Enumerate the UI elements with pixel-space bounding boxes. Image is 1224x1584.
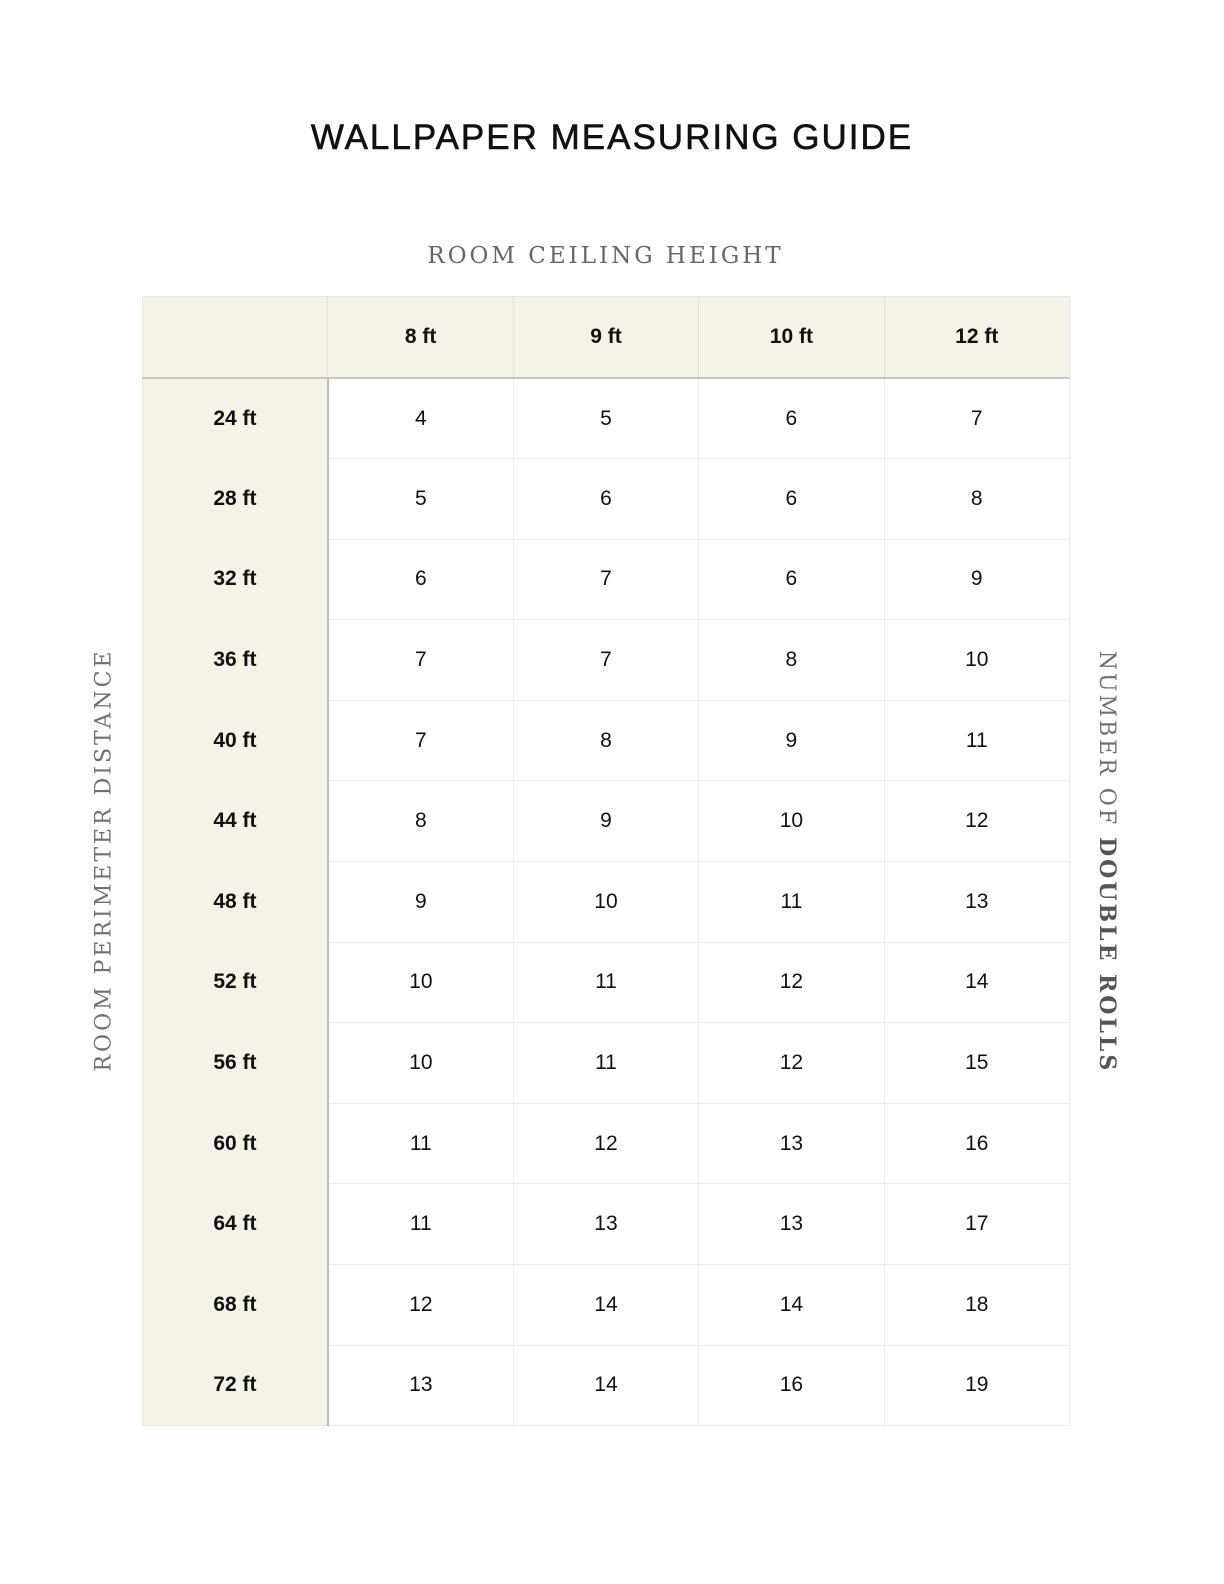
- table-cell: 6: [328, 539, 513, 620]
- table-cell: 10: [884, 620, 1069, 701]
- table-cell: 14: [699, 1265, 884, 1346]
- row-header: 44 ft: [143, 781, 328, 862]
- column-header: 8 ft: [328, 297, 513, 379]
- table-cell: 7: [328, 700, 513, 781]
- table-cell: 9: [328, 862, 513, 943]
- table-row: [143, 781, 1070, 862]
- table-cell: 11: [699, 862, 884, 943]
- table-cell: 11: [513, 1023, 698, 1104]
- table-row: [143, 1103, 1070, 1184]
- column-header: 12 ft: [884, 297, 1069, 379]
- table-cell: 5: [513, 378, 698, 459]
- row-header: 32 ft: [143, 539, 328, 620]
- table-cell: 14: [513, 1265, 698, 1346]
- table-row: [143, 620, 1070, 701]
- table-cell: 12: [699, 942, 884, 1023]
- page-title: WALLPAPER MEASURING GUIDE: [310, 118, 914, 157]
- table-row: [143, 942, 1070, 1023]
- table-cell: 7: [513, 620, 698, 701]
- table-cell: 8: [513, 700, 698, 781]
- table-cell: 8: [328, 781, 513, 862]
- row-header: 56 ft: [143, 1023, 328, 1104]
- row-header: 60 ft: [143, 1103, 328, 1184]
- table-cell: 8: [699, 620, 884, 701]
- table-cell: 9: [513, 781, 698, 862]
- value-axis-label-emphasis: DOUBLE ROLLS: [1094, 837, 1120, 1074]
- row-header: 36 ft: [143, 620, 328, 701]
- row-header: 52 ft: [143, 942, 328, 1023]
- table-cell: 12: [884, 781, 1069, 862]
- table-body: [143, 378, 1070, 1426]
- row-header: 24 ft: [143, 378, 328, 459]
- table-row: [143, 1184, 1070, 1265]
- table-cell: 11: [328, 1184, 513, 1265]
- table-row: [143, 862, 1070, 943]
- row-axis-label: ROOM PERIMETER DISTANCE: [91, 648, 117, 1072]
- table-cell: 6: [699, 378, 884, 459]
- table-cell: 6: [699, 459, 884, 540]
- table-row: [143, 539, 1070, 620]
- column-header: 9 ft: [513, 297, 698, 379]
- table-cell: 13: [513, 1184, 698, 1265]
- column-header: 10 ft: [699, 297, 884, 379]
- table-cell: 13: [328, 1345, 513, 1426]
- table-row: [143, 700, 1070, 781]
- table-cell: 4: [328, 378, 513, 459]
- table-cell: 6: [699, 539, 884, 620]
- table-row: [143, 1265, 1070, 1346]
- row-header: 64 ft: [143, 1184, 328, 1265]
- table-cell: 11: [513, 942, 698, 1023]
- table-cell: 10: [699, 781, 884, 862]
- table-cell: 9: [699, 700, 884, 781]
- table-cell: 19: [884, 1345, 1069, 1426]
- row-header: 68 ft: [143, 1265, 328, 1346]
- table-cell: 12: [513, 1103, 698, 1184]
- table-cell: 7: [884, 378, 1069, 459]
- table-cell: 13: [699, 1103, 884, 1184]
- row-header: 28 ft: [143, 459, 328, 540]
- table-cell: 10: [328, 942, 513, 1023]
- measuring-table: [142, 296, 1070, 1426]
- table-cell: 11: [884, 700, 1069, 781]
- table-header-row: [143, 297, 1070, 379]
- row-header: 72 ft: [143, 1345, 328, 1426]
- table-cell: 9: [884, 539, 1069, 620]
- table-cell: 7: [328, 620, 513, 701]
- table-cell: 5: [328, 459, 513, 540]
- table-cell: 14: [513, 1345, 698, 1426]
- value-axis-label-prefix: NUMBER OF: [1094, 650, 1119, 838]
- row-header: 48 ft: [143, 862, 328, 943]
- table-cell: 14: [884, 942, 1069, 1023]
- table-cell: 7: [513, 539, 698, 620]
- table-row: [143, 1023, 1070, 1104]
- value-axis-label: [1094, 651, 1120, 1074]
- table-cell: 10: [328, 1023, 513, 1104]
- table-cell: 8: [884, 459, 1069, 540]
- column-axis-label: ROOM CEILING HEIGHT: [427, 243, 784, 269]
- table-cell: 12: [699, 1023, 884, 1104]
- table-row: [143, 459, 1070, 540]
- table-cell: 16: [699, 1345, 884, 1426]
- row-header: 40 ft: [143, 700, 328, 781]
- table-cell: 15: [884, 1023, 1069, 1104]
- table-cell: 6: [513, 459, 698, 540]
- table-row: [143, 378, 1070, 459]
- table-cell: 18: [884, 1265, 1069, 1346]
- table-cell: 17: [884, 1184, 1069, 1265]
- table-cell: 13: [884, 862, 1069, 943]
- table-corner-cell: [143, 297, 328, 379]
- table-cell: 16: [884, 1103, 1069, 1184]
- table-cell: 12: [328, 1265, 513, 1346]
- table-row: [143, 1345, 1070, 1426]
- table-cell: 11: [328, 1103, 513, 1184]
- table-cell: 13: [699, 1184, 884, 1265]
- table-cell: 10: [513, 862, 698, 943]
